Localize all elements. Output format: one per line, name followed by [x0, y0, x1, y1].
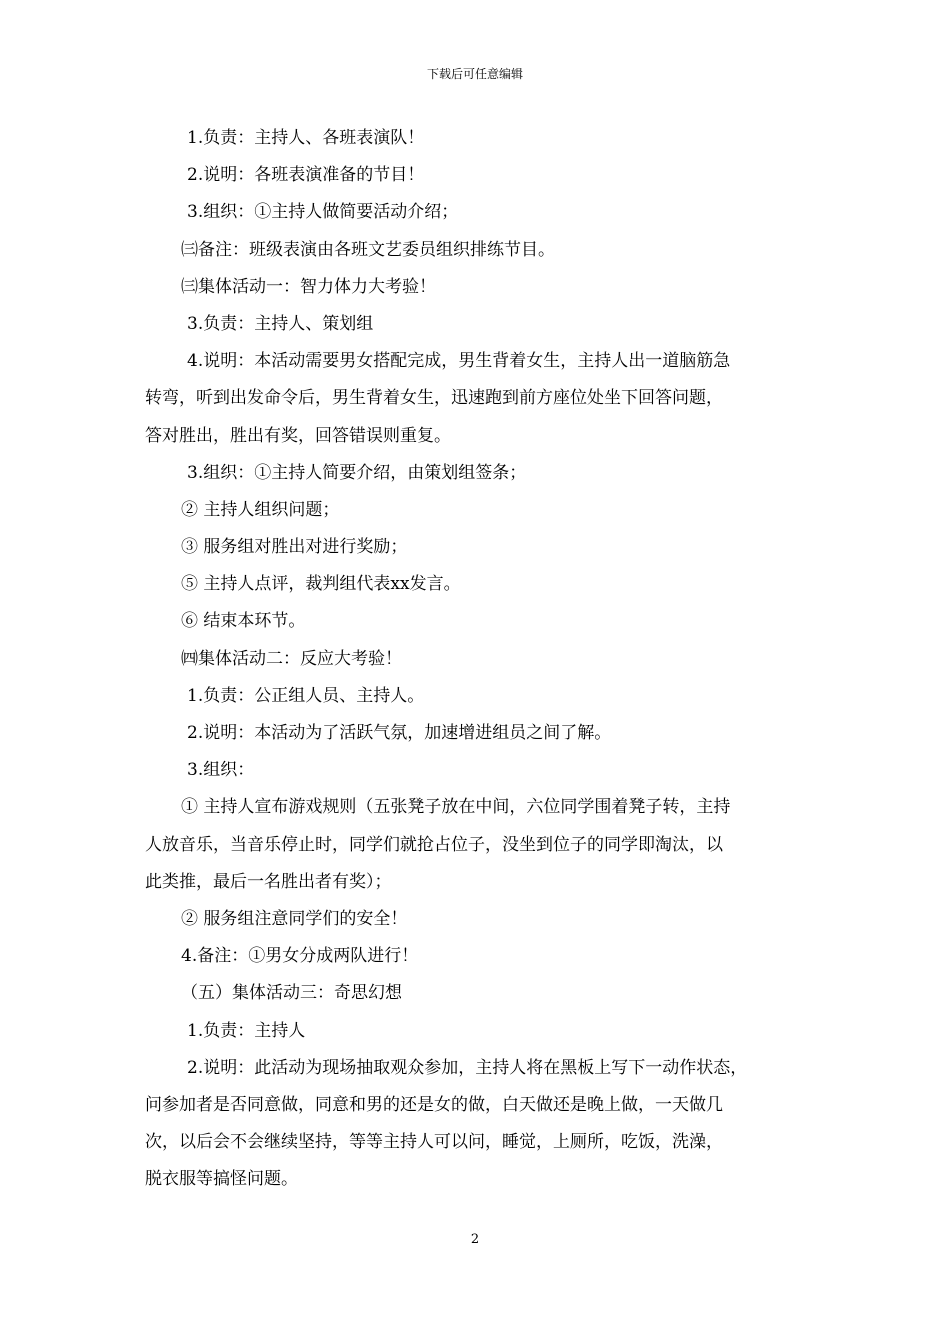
page-number: 2	[470, 1232, 480, 1247]
text-line: 1.负责：主持人	[187, 1020, 306, 1041]
text-line: ① 主持人宣布游戏规则（五张凳子放在中间，六位同学围着凳子转，主持	[181, 797, 731, 818]
text-line: 3.负责：主持人、策划组	[187, 313, 374, 334]
text-line: 人放音乐，当音乐停止时，同学们就抢占位子，没坐到位子的同学即淘汰，以	[145, 834, 723, 855]
text-line: ㈣集体活动二：反应大考验！	[181, 648, 402, 669]
text-line: ㈢集体活动一：智力体力大考验！	[181, 276, 436, 297]
text-line: ③ 服务组对胜出对进行奖励；	[181, 537, 408, 558]
text-line: 3.组织：①主持人做简要活动介绍；	[187, 202, 459, 223]
text-line: 答对胜出，胜出有奖，回答错误则重复。	[145, 425, 451, 446]
text-line: ② 主持人组织问题；	[181, 499, 340, 520]
text-line: 1.负责：公正组人员、主持人。	[187, 685, 425, 706]
text-line: ⑤ 主持人点评，裁判组代表xx发言。	[181, 574, 461, 595]
page-header: 下载后可任意编辑	[426, 67, 523, 81]
text-line: 2.说明：各班表演准备的节目！	[187, 165, 425, 186]
text-line: ⑥ 结束本环节。	[181, 611, 306, 632]
text-line: 次，以后会不会继续坚持，等等主持人可以问，睡觉，上厕所，吃饭，洗澡，	[145, 1132, 723, 1153]
text-line: 3.组织：①主持人简要介绍，由策划组签条；	[187, 462, 527, 483]
text-line: 问参加者是否同意做，同意和男的还是女的做，白天做还是晚上做，一天做几	[145, 1094, 723, 1115]
text-line: ② 服务组注意同学们的安全！	[181, 908, 408, 929]
text-line: 脱衣服等搞怪问题。	[145, 1169, 298, 1190]
text-line: 4.备注：①男女分成两队进行！	[181, 946, 419, 967]
text-line: 2.说明：此活动为现场抽取观众参加，主持人将在黑板上写下一动作状态，	[187, 1057, 748, 1078]
text-line: 此类推，最后一名胜出者有奖）；	[145, 871, 392, 892]
text-line: 3.组织：	[187, 760, 255, 781]
text-line: 转弯，听到出发命令后，男生背着女生，迅速跑到前方座位处坐下回答问题，	[145, 388, 723, 409]
text-line: 2.说明：本活动为了活跃气氛，加速增进组员之间了解。	[187, 723, 612, 743]
text-line: （五）集体活动三：奇思幻想	[181, 983, 402, 1004]
text-line: ㈢备注：班级表演由各班文艺委员组织排练节目。	[181, 239, 555, 260]
text-line: 1.负责：主持人、各班表演队！	[187, 128, 425, 148]
document-body	[145, 120, 805, 1198]
text-line: 4.说明：本活动需要男女搭配完成，男生背着女生，主持人出一道脑筋急	[187, 351, 731, 372]
